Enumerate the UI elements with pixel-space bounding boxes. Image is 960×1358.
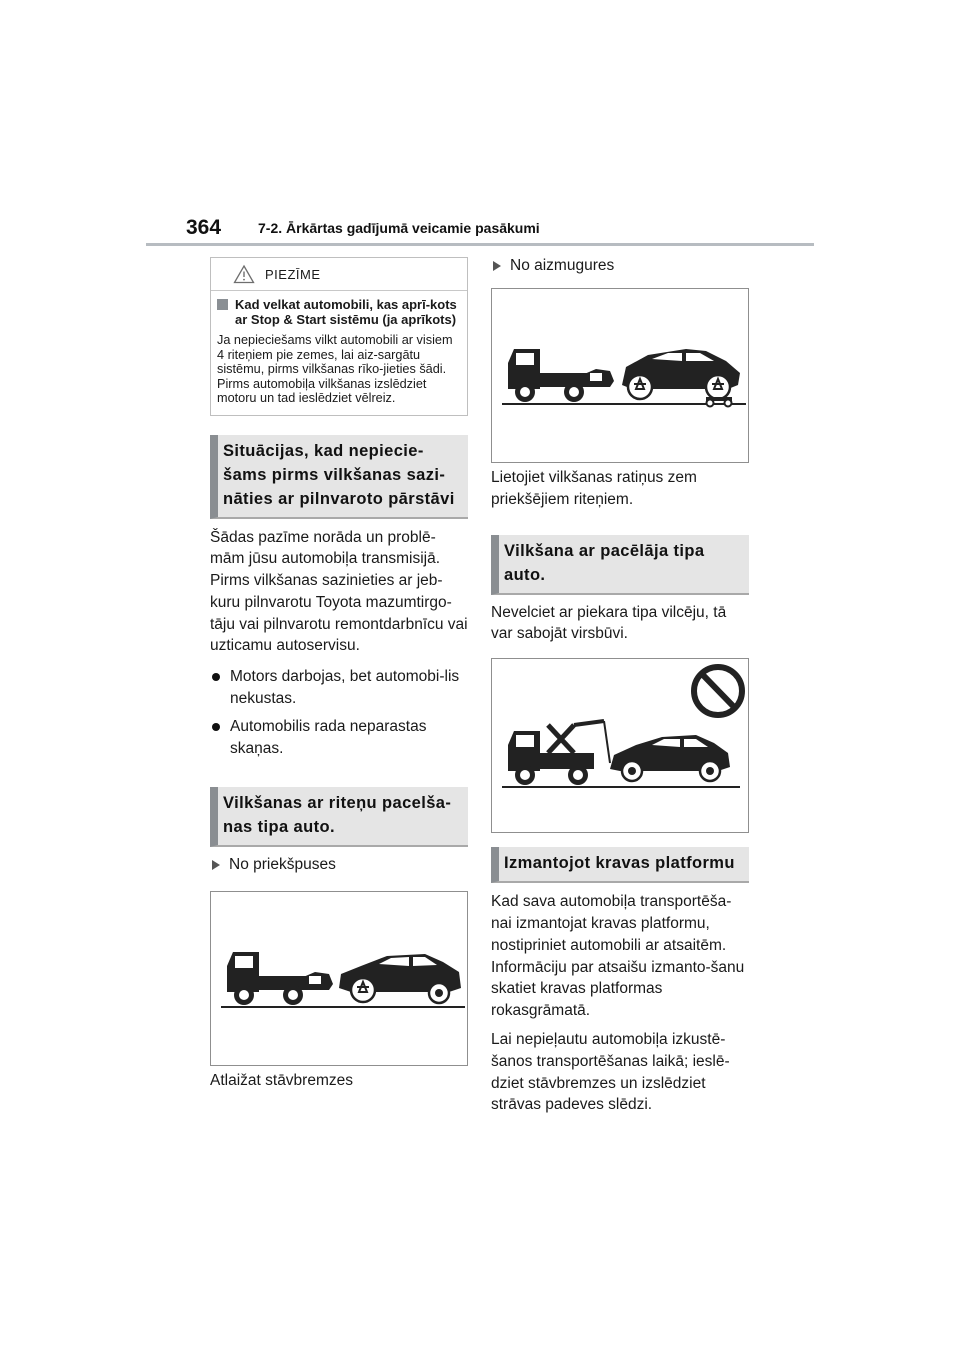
warning-triangle-icon bbox=[233, 264, 255, 284]
triangle-bullet-icon bbox=[212, 860, 220, 870]
section-header-title: 7-2. Ārkārtas gadījumā veicamie pasākumi bbox=[258, 220, 540, 236]
note-header bbox=[217, 264, 461, 286]
front-tow-illustration bbox=[210, 891, 468, 1066]
note-text: Ja nepieciešams vilkt automobili ar visiem 4 riteņiem pie zemes, lai aiz-sargātu sistēmu, pirms vilkšanas rīko-jieties šādi. Pirms automobiļa vilkšanas izslēdziet motoru un tad ieslēdziet vēlreiz. bbox=[217, 333, 453, 405]
section-heading-wheel-lift: Vilkšanas ar riteņu pacelša-nas tipa auto. bbox=[210, 787, 468, 847]
section-flatbed-text-1: Kad sava automobiļa transportēša-nai izmantojat kravas platformu, nostipriniet automobili ar atsaitēm. Informāciju par atsaišu izmanto-šanu skatiet kravas platformas rokasgrāmatā. bbox=[491, 893, 745, 1020]
list-item-text: Motors darbojas, bet automobi-lis nekustas. bbox=[230, 668, 460, 708]
note-title: PIEZĪME bbox=[265, 267, 321, 282]
section-heading-contact-dealer: Situācijas, kad nepiecie-šams pirms vilkšanas sazi-nāties ar pilnvaroto pārstāvi bbox=[210, 435, 468, 519]
tow-truck-rear-lift-icon bbox=[492, 289, 748, 462]
rear-tow-caption: Lietojiet vilkšanas ratiņus zem priekšējiem riteņiem. bbox=[491, 469, 697, 508]
section-heading-hook-type: Vilkšana ar pacēlāja tipa auto. bbox=[491, 535, 749, 595]
tow-truck-hook-prohibited-icon bbox=[492, 659, 748, 832]
note-box bbox=[210, 257, 468, 416]
list-item bbox=[210, 716, 468, 760]
section-hook-type-text: Nevelciet ar piekara tipa vilcēju, tā var sabojāt virsbūvi. bbox=[491, 603, 727, 643]
note-divider bbox=[211, 290, 467, 291]
left-column bbox=[210, 257, 468, 1092]
rear-tow-illustration bbox=[491, 288, 749, 463]
note-subheading bbox=[217, 297, 461, 327]
bullet-dot-icon bbox=[212, 723, 220, 731]
tow-truck-front-lift-icon bbox=[211, 892, 467, 1065]
hook-tow-illustration bbox=[491, 658, 749, 833]
section-flatbed-text-2: Lai nepieļautu automobiļa izkustē-šanos transportēšanas laikā; ieslē-dziet stāvbremzes un izslēdziet strāvas padeves slēdzi. bbox=[491, 1030, 730, 1114]
right-column bbox=[491, 257, 749, 1116]
rear-tow-label-text: No aizmugures bbox=[510, 257, 615, 274]
page-number: 364 bbox=[186, 216, 222, 239]
triangle-bullet-icon bbox=[493, 261, 501, 271]
note-subheading-text: Kad velkat automobili, kas aprī-kots ar Stop & Start sistēmu (ja aprīkots) bbox=[235, 297, 457, 327]
front-tow-label-text: No priekšpuses bbox=[229, 856, 336, 874]
front-tow-caption: Atlaižat stāvbremzes bbox=[210, 1072, 353, 1090]
bullet-dot-icon bbox=[212, 673, 220, 681]
front-tow-label bbox=[210, 854, 468, 875]
rear-tow-label bbox=[491, 255, 749, 276]
section-heading-flatbed: Izmantojot kravas platformu bbox=[491, 847, 749, 883]
list-item-text: Automobilis rada neparastas skaņas. bbox=[230, 717, 427, 757]
square-bullet-icon bbox=[217, 299, 228, 310]
section-contact-dealer-text: Šādas pazīme norāda un problē-mām jūsu automobiļa transmisijā. Pirms vilkšanas sazinieties ar jeb-kuru pilnvarotu Toyota mazumtirgo-tāju vai pilnvarotu remontdarbnīcu vai uzticamu autoservisu. bbox=[210, 528, 468, 655]
header-divider bbox=[146, 243, 814, 246]
list-item bbox=[210, 666, 468, 710]
